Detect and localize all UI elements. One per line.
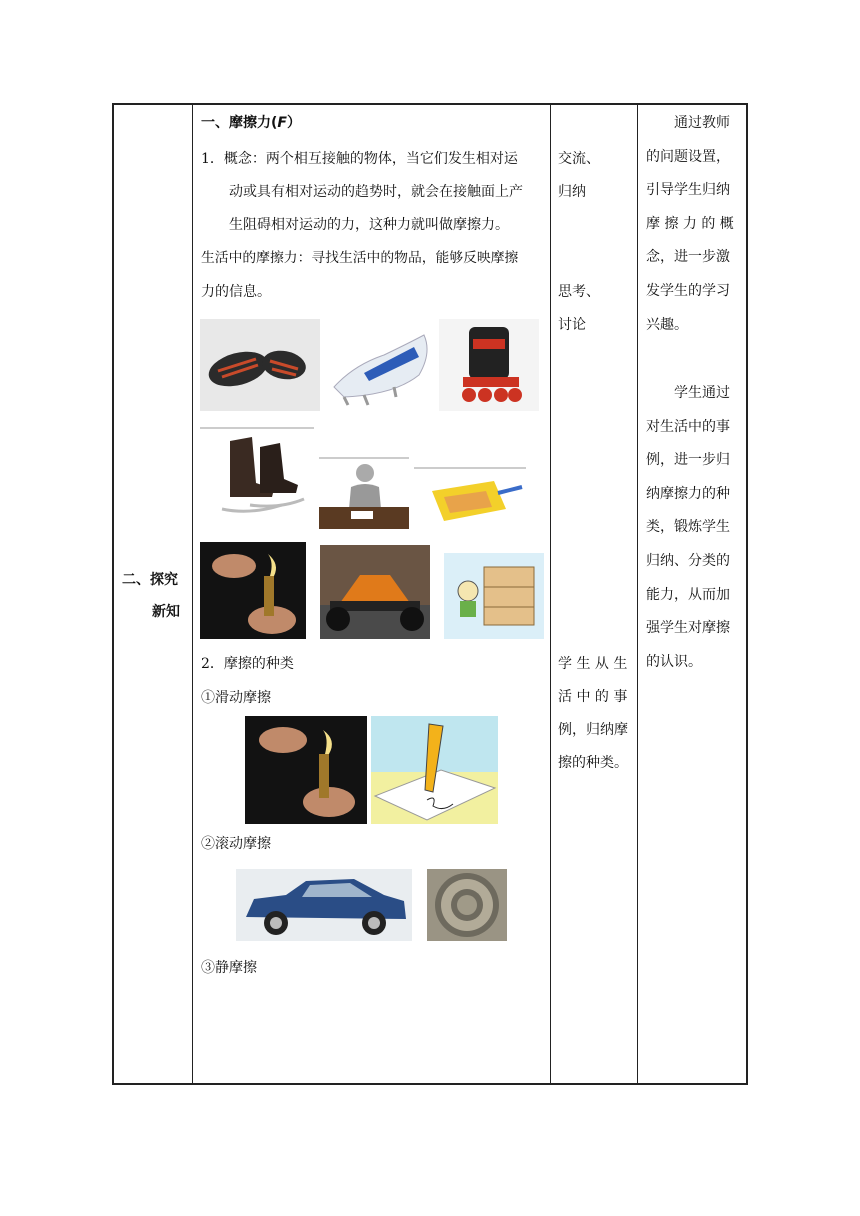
column-divider	[550, 105, 551, 1083]
bearing-image	[427, 869, 507, 941]
concept-line: 生阻碍相对运动的力，这种力就叫做摩擦力。	[229, 217, 509, 233]
match-strike-image	[200, 542, 306, 639]
friction-types-title: 2．摩擦的种类	[201, 656, 294, 672]
race-car-image	[320, 545, 430, 639]
pencil-writing-image	[371, 716, 498, 824]
section-label-line2: 新知	[152, 604, 180, 620]
roller-skate-image	[439, 319, 539, 411]
life-friction-line: 生活中的摩擦力：寻找生活中的物品，能够反映摩擦	[201, 250, 519, 266]
ice-skate-image	[200, 427, 314, 523]
rolling-friction-label: ②滚动摩擦	[201, 836, 271, 852]
pushing-box-cartoon	[444, 553, 544, 639]
writing-person-image	[319, 457, 409, 529]
pencil-sharpener-image	[414, 467, 526, 529]
section-heading: 一、摩擦力(F）	[201, 115, 301, 131]
design-intent-student: 学生通过 对生活中的事 例，进一步归 纳摩擦力的种 类，锻炼学生 归纳、分类的 能力，从而加 强学生对摩擦 的认识。	[646, 385, 730, 670]
activity-exchange: 交流、 归纳	[558, 151, 600, 200]
static-friction-label: ③静摩擦	[201, 960, 257, 976]
lesson-table	[112, 103, 748, 1085]
match-strike-image	[245, 716, 367, 824]
concept-line: 1．概念：两个相互接触的物体，当它们发生相对运	[201, 151, 518, 167]
life-friction-line: 力的信息。	[201, 284, 271, 300]
section-label-line1: 二、探究	[122, 572, 178, 588]
car-image	[236, 869, 412, 941]
column-divider	[637, 105, 638, 1083]
column-divider	[192, 105, 193, 1083]
activity-student-summary: 学 生 从 生 活 中 的 事 例，归纳摩 擦的种类。	[558, 656, 628, 771]
sliding-friction-label: ①滑动摩擦	[201, 690, 271, 706]
shoe-sole-image	[200, 319, 320, 411]
design-intent-teacher: 通过教师 的问题设置， 引导学生归纳 摩 擦 力 的 概 念，进一步激 发学生的学习 兴趣。	[646, 115, 734, 333]
activity-discuss: 思考、 讨论	[558, 284, 600, 333]
concept-line: 动或具有相对运动的趋势时，就会在接触面上产	[229, 184, 523, 200]
soccer-shoe-image	[324, 325, 436, 413]
